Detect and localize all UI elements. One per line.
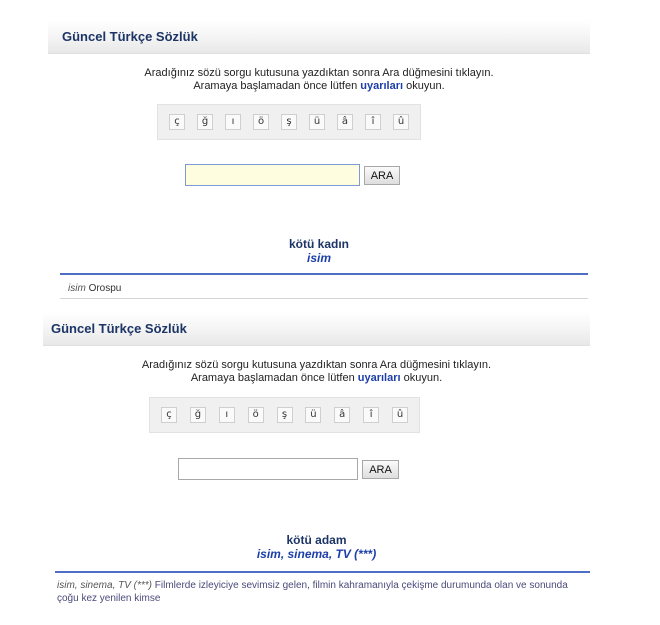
char-button-s-cedilla[interactable]: ş <box>281 114 297 130</box>
char-button-u-umlaut[interactable]: ü <box>305 407 321 423</box>
panel1-word: kötü kadın <box>288 237 349 251</box>
panel1-definition-pos: isim <box>68 283 86 294</box>
panel1-instruction-line1: Aradığınız sözü sorgu kutusuna yazdıktan sonra Ara düğmesini tıklayın. <box>144 67 494 79</box>
panel2-definition-text: Filmlerde izleyiciye sevimsiz gelen, filmin kahramanıyla çekişme durumunda olan ve sonunda çoğu kez yenilen kimse <box>57 580 568 604</box>
char-button-c-cedilla[interactable]: ç <box>169 114 185 130</box>
panel1-search-input[interactable] <box>185 164 360 186</box>
panel1-header <box>48 20 590 54</box>
panel1-definition <box>68 282 583 295</box>
char-button-s-cedilla[interactable]: ş <box>277 407 293 423</box>
panel1-definition-text: Orospu <box>88 283 122 294</box>
char-button-g-breve[interactable]: ğ <box>190 407 206 423</box>
panel2-divider <box>55 571 590 573</box>
char-button-u-circumflex[interactable]: û <box>392 407 408 423</box>
panel2-title: Güncel Türkçe Sözlük <box>51 321 187 336</box>
panel1-title: Güncel Türkçe Sözlük <box>62 29 198 44</box>
panel2-instruction-pre: Aramaya başlamadan önce lütfen <box>190 372 355 384</box>
panel2-word-pos: isim, sinema, TV (***) <box>256 547 377 561</box>
char-button-u-umlaut[interactable]: ü <box>309 114 325 130</box>
panel2-instruction-line2 <box>43 372 590 385</box>
panel1-instruction-line2 <box>48 80 590 93</box>
char-button-o-umlaut[interactable]: ö <box>253 114 269 130</box>
panel2-word: kötü adam <box>286 533 347 547</box>
panel2-warnings-link[interactable]: uyarıları <box>357 372 401 384</box>
panel1-search-button[interactable]: ARA <box>364 166 400 185</box>
panel2-result-heading <box>43 533 590 561</box>
char-button-a-circumflex[interactable]: â <box>337 114 353 130</box>
char-button-i-circumflex[interactable]: î <box>365 114 381 130</box>
char-button-c-cedilla[interactable]: ç <box>161 407 177 423</box>
panel1-instruction-post: okuyun. <box>406 80 445 92</box>
panel2-instruction-post: okuyun. <box>403 372 443 384</box>
char-button-g-breve[interactable]: ğ <box>197 114 213 130</box>
char-button-u-circumflex[interactable]: û <box>393 114 409 130</box>
panel1-bottom-rule <box>60 298 588 299</box>
char-button-a-circumflex[interactable]: â <box>334 407 350 423</box>
panel2-definition-pos: isim, sinema, TV (***) <box>57 580 153 591</box>
panel1-instructions <box>48 67 590 93</box>
panel1-divider <box>60 273 588 275</box>
panel1-instruction-pre: Aramaya başlamadan önce lütfen <box>193 80 358 92</box>
panel2-instructions <box>43 359 590 385</box>
panel2-instruction-line1: Aradığınız sözü sorgu kutusuna yazdıktan sonra Ara düğmesini tıklayın. <box>141 359 492 371</box>
char-button-dotless-i[interactable]: ı <box>219 407 235 423</box>
char-button-dotless-i[interactable]: ı <box>225 114 241 130</box>
char-button-i-circumflex[interactable]: î <box>363 407 379 423</box>
panel1-char-keyboard <box>157 104 421 140</box>
panel2-header <box>43 312 590 346</box>
panel1-word-pos: isim <box>306 251 331 265</box>
panel1-result-heading <box>48 237 590 265</box>
panel2-search-input[interactable] <box>178 458 358 480</box>
panel2-search-button[interactable]: ARA <box>362 460 399 479</box>
char-button-o-umlaut[interactable]: ö <box>248 407 264 423</box>
panel2-char-keyboard <box>149 397 420 433</box>
panel2-definition <box>57 579 590 605</box>
panel1-warnings-link[interactable]: uyarıları <box>360 80 404 92</box>
